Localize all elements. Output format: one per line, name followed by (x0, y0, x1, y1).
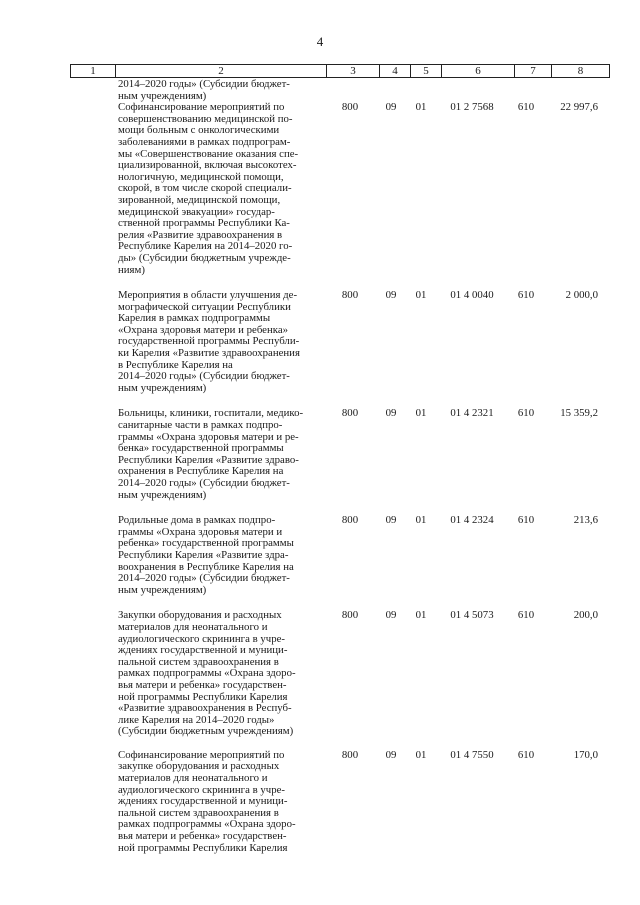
header-col-2: 2 (115, 65, 326, 77)
desc-line: зированной, медицинской помощи, (118, 193, 281, 206)
header-col-7: 7 (514, 65, 551, 77)
desc-line: Карелия в рамках подпрограммы (118, 312, 271, 325)
desc-line: Закупки оборудования и расходных (118, 609, 282, 622)
desc-line: материалов для неонатального и (118, 620, 268, 633)
desc-line: совершенствованию медицинской по- (118, 112, 293, 125)
row-description (118, 515, 314, 596)
col-7-value: 610 (517, 101, 535, 114)
desc-line: ным учреждениям) (118, 89, 207, 102)
col-5-value: 01 (415, 407, 427, 420)
col-4-value: 09 (385, 289, 397, 302)
col-8-value: 213,6 (573, 514, 598, 527)
col-7-value: 610 (517, 748, 535, 761)
col-8-value: 2 000,0 (565, 289, 598, 302)
col-8-value: 15 359,2 (560, 407, 598, 420)
desc-line: закупке оборудования и расходных (118, 760, 280, 773)
desc-line: граммы «Охрана здоровья матери и (118, 525, 283, 538)
desc-line: релия «Развитие здравоохранения в (118, 228, 283, 241)
col-5-value: 01 (415, 609, 427, 622)
col-6-value: 01 4 0040 (450, 289, 494, 302)
col-4-value: 09 (385, 407, 397, 420)
table-row (70, 290, 610, 394)
table-row (70, 750, 610, 854)
desc-line: 2014–2020 годы» (Субсидии бюджет- (118, 572, 290, 585)
desc-line: санитарные части в рамках подпро- (118, 419, 283, 432)
col-4-value: 09 (385, 748, 397, 761)
col-5-value: 01 (415, 101, 427, 114)
desc-line: Республики Карелия «Развитие здраво- (118, 453, 299, 466)
row-description (118, 610, 314, 738)
desc-line: «Развитие здравоохранения в Респуб- (118, 702, 292, 715)
desc-line: 2014–2020 годы» (Субсидии бюджет- (118, 477, 290, 489)
table-row (70, 515, 610, 596)
desc-line: государственной программы Республи- (118, 335, 300, 348)
desc-line: медицинской эвакуации» государ- (118, 205, 275, 218)
desc-line: (Субсидии бюджетным учреждениям) (118, 725, 294, 738)
table-header (70, 64, 610, 78)
desc-line: ной программы Республики Карелия (118, 690, 288, 703)
col-5-value: 01 (415, 514, 427, 527)
row-description (118, 102, 314, 276)
desc-line: ждениях государственной и муници- (118, 644, 288, 657)
desc-line: рамках подпрограммы «Охрана здоро- (118, 818, 296, 831)
col-7-value: 610 (517, 514, 535, 527)
desc-line: пальной систем здравоохранения в (118, 806, 279, 819)
col-8-value: 200,0 (573, 609, 598, 622)
header-col-8: 8 (551, 65, 609, 77)
desc-line: рамках подпрограммы «Охрана здоро- (118, 667, 296, 680)
table-row (70, 102, 610, 276)
desc-line: пальной систем здравоохранения в (118, 655, 279, 668)
desc-line: ственной программы Республики Ка- (118, 217, 290, 230)
desc-line: мографической ситуации Республики (118, 300, 291, 313)
row-description (118, 750, 314, 854)
col-6-value: 01 4 2321 (450, 407, 494, 420)
header-col-6: 6 (441, 65, 514, 77)
table-row (70, 408, 610, 501)
col-3-value: 800 (341, 289, 359, 302)
table-body (70, 79, 610, 854)
desc-line: Больницы, клиники, госпитали, медико- (118, 407, 304, 420)
desc-line: Мероприятия в области улучшения де- (118, 289, 298, 302)
desc-line: лике Карелия на 2014–2020 годы» (118, 713, 275, 726)
col-3-value: 800 (341, 514, 359, 527)
col-7-value: 610 (517, 407, 535, 420)
header-col-4: 4 (379, 65, 410, 77)
col-8-value: 170,0 (573, 748, 598, 761)
header-col-3: 3 (326, 65, 379, 77)
desc-line: «Охрана здоровья матери и ребенка» (118, 323, 289, 336)
table-row (70, 610, 610, 738)
col-5-value: 01 (415, 748, 427, 761)
col-6-value: 01 4 2324 (450, 514, 494, 527)
desc-line: Республике Карелия на 2014–2020 го- (118, 240, 293, 253)
col-6-value: 01 2 7568 (450, 101, 494, 114)
desc-line: материалов для неонатального и (118, 772, 268, 785)
col-7-value: 610 (517, 289, 535, 302)
col-4-value: 09 (385, 609, 397, 622)
desc-line: вья матери и ребенка» государствен- (118, 678, 287, 691)
desc-line: охранения в Республике Карелия на (118, 465, 284, 478)
desc-line: ной программы Республики Карелия (118, 841, 288, 854)
header-col-5: 5 (410, 65, 441, 77)
col-4-value: 09 (385, 514, 397, 527)
header-col-1: 1 (90, 65, 96, 77)
col-8-value: 22 997,6 (560, 101, 598, 114)
col-3-value: 800 (341, 609, 359, 622)
desc-line: ниям) (118, 263, 145, 276)
desc-line: скорой, в том числе скорой специали- (118, 182, 292, 195)
desc-line: ным учреждениям) (118, 488, 207, 501)
desc-line: нологичную, медицинской помощи, (118, 170, 284, 183)
col-7-value: 610 (517, 609, 535, 622)
col-6-value: 01 4 5073 (450, 609, 494, 622)
page-number: 4 (316, 34, 324, 49)
continuation-row (70, 79, 610, 102)
col-6-value: 01 4 7550 (450, 748, 494, 761)
desc-line: ным учреждениям) (118, 381, 207, 394)
col-3-value: 800 (341, 407, 359, 420)
desc-line: бенка» государственной программы (118, 442, 284, 455)
col-3-value: 800 (341, 101, 359, 114)
desc-line: ды» (Субсидии бюджетным учрежде- (118, 251, 291, 264)
desc-line: 2014–2020 годы» (Субсидии бюджет- (118, 370, 290, 383)
desc-line: Софинансирование мероприятий по (118, 101, 285, 114)
desc-line: граммы «Охрана здоровья матери и ре- (118, 430, 299, 443)
desc-line: ждениях государственной и муници- (118, 795, 288, 808)
desc-line: Софинансирование мероприятий по (118, 748, 285, 761)
row-description (118, 290, 314, 394)
col-5-value: 01 (415, 289, 427, 302)
desc-line: ребенка» государственной программы (118, 537, 294, 550)
desc-line: Республики Карелия «Развитие здра- (118, 548, 289, 561)
desc-line: аудиологического скрининга в учре- (118, 783, 285, 796)
desc-line: Родильные дома в рамках подпро- (118, 514, 276, 527)
desc-line: ки Карелия «Развитие здравоохранения (118, 347, 300, 360)
continuation-text (118, 79, 314, 102)
col-4-value: 09 (385, 101, 397, 114)
desc-line: мы «Совершенствование оказания спе- (118, 147, 299, 160)
desc-line: 2014–2020 годы» (Субсидии бюджет- (118, 78, 290, 90)
desc-line: ным учреждениям) (118, 583, 207, 596)
desc-line: в Республике Карелия на (118, 358, 233, 371)
desc-line: вья матери и ребенка» государствен- (118, 830, 287, 843)
desc-line: мощи больным с онкологическими (118, 124, 280, 137)
desc-line: воохранения в Республике Карелия на (118, 560, 294, 573)
row-description (118, 408, 314, 501)
col-3-value: 800 (341, 748, 359, 761)
desc-line: аудиологического скрининга в учре- (118, 632, 285, 645)
desc-line: циализированной, включая высокотех- (118, 159, 297, 172)
desc-line: заболеваниями в рамках подпрограм- (118, 135, 291, 148)
